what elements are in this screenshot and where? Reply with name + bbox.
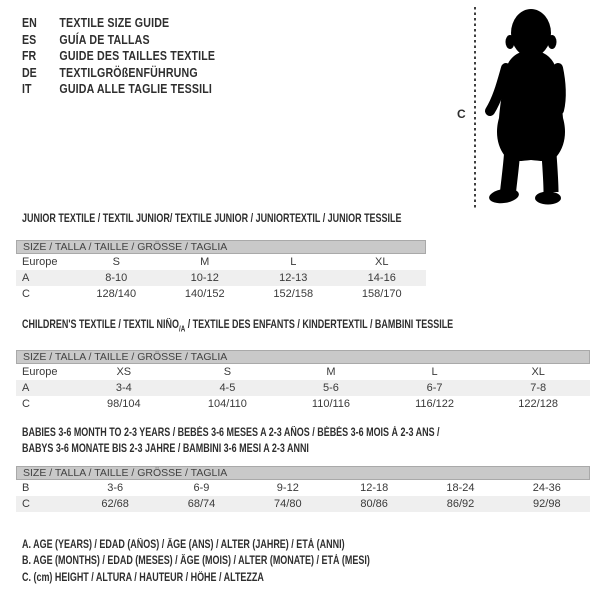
- table-cell: 9-12: [276, 482, 299, 494]
- section-title-babies-line2: BABYS 3-6 MONATE BIS 2-3 JAHRE / BAMBINI 3-6 MESI A 2-3 ANNI: [22, 443, 309, 455]
- footnotes: [22, 537, 468, 586]
- table-cell: 128/140: [96, 288, 137, 300]
- table-cell: 7-8: [530, 382, 547, 394]
- size-bar: SIZE / TALLA / TAILLE / GRÖSSE / TAGLIA: [16, 240, 426, 254]
- language-code: FR: [22, 49, 37, 63]
- title-subscript: /A: [178, 324, 186, 334]
- row-label: Europe: [22, 366, 58, 378]
- table-row: [16, 496, 590, 512]
- table-row: [16, 364, 590, 380]
- table-cell: 12-13: [279, 272, 308, 284]
- table-cell: 14-16: [367, 272, 396, 284]
- table-row: [16, 380, 590, 396]
- table-cell: 116/122: [415, 398, 455, 410]
- footnote-line: A. AGE (YEARS) / EDAD (AÑOS) / ÂGE (ANS) / ALTER (JAHRE) / ETÀ (ANNI): [22, 539, 345, 551]
- size-bar: SIZE / TALLA / TAILLE / GRÖSSE / TAGLIA: [16, 466, 590, 480]
- language-row: [22, 81, 215, 98]
- table-row: [16, 286, 426, 302]
- table-body: [16, 364, 590, 412]
- table-cell: 140/152: [184, 288, 225, 300]
- section-title-babies-line1: BABIES 3-6 MONTH TO 2-3 YEARS / BEBÉS 3-6 MESES A 2-3 AÑOS / BÉBÉS 3-6 MOIS À 2-3 ANS /: [22, 427, 440, 439]
- table-cell: 74/80: [274, 498, 302, 510]
- table-cell: L: [290, 256, 297, 268]
- table-cell: 158/170: [361, 288, 402, 300]
- table-cell: 4-5: [219, 382, 236, 394]
- table-cell: 8-10: [105, 272, 128, 284]
- row-label: A: [22, 272, 30, 284]
- baby-silhouette-icon: [479, 6, 583, 208]
- table-cell: S: [112, 256, 120, 268]
- table-cell: 62/68: [101, 498, 129, 510]
- language-code: IT: [22, 82, 32, 96]
- size-table-children: [16, 350, 590, 412]
- language-row: [22, 48, 215, 65]
- language-code: EN: [22, 16, 37, 30]
- table-cell: 3-4: [115, 382, 132, 394]
- table-cell: XL: [375, 256, 389, 268]
- footnote-line: B. AGE (MONTHS) / EDAD (MESES) / ÂGE (MOIS) / ALTER (MONATE) / ETÀ (MESI): [22, 555, 370, 568]
- language-row: [22, 15, 215, 32]
- table-cell: 68/74: [187, 498, 216, 510]
- table-cell: 6-9: [193, 482, 210, 494]
- language-row: [22, 65, 215, 82]
- size-table-babies: [16, 466, 590, 512]
- table-cell: M: [326, 366, 336, 378]
- table-cell: 122/128: [518, 398, 559, 410]
- language-label: TEXTILE SIZE GUIDE: [59, 16, 170, 30]
- table-row: [16, 396, 590, 412]
- language-row: [22, 32, 215, 49]
- language-code: DE: [22, 65, 37, 80]
- table-cell: 80/86: [360, 498, 388, 510]
- table-body: [16, 480, 590, 512]
- section-title-junior: JUNIOR TEXTILE / TEXTIL JUNIOR/ TEXTILE JUNIOR / JUNIORTEXTIL / JUNIOR TESSILE: [22, 213, 402, 225]
- title-text: / TEXTILE DES ENFANTS / KINDERTEXTIL / BAMBINI TESSILE: [185, 319, 454, 331]
- table-row: [16, 480, 590, 496]
- table-cell: L: [431, 366, 438, 378]
- size-bar: SIZE / TALLA / TAILLE / GRÖSSE / TAGLIA: [16, 350, 590, 364]
- row-label: C: [22, 398, 30, 410]
- table-cell: 18-24: [446, 482, 475, 494]
- measure-label-c: C: [457, 107, 466, 121]
- table-cell: 5-6: [323, 382, 339, 394]
- table-cell: 6-7: [426, 382, 443, 394]
- footnote-line: C. (cm) HEIGHT / ALTURA / HAUTEUR / HÖHE / ALTEZZA: [22, 571, 264, 584]
- table-cell: S: [223, 366, 232, 378]
- height-measure-dotted-line: [474, 7, 476, 208]
- table-cell: XL: [531, 366, 545, 378]
- table-cell: 110/116: [311, 398, 351, 410]
- table-cell: 12-18: [360, 482, 389, 494]
- language-label: GUÍA DE TALLAS: [59, 32, 150, 47]
- row-label: B: [22, 482, 30, 494]
- row-label: Europe: [22, 256, 58, 268]
- row-label: C: [22, 498, 30, 510]
- row-label: A: [22, 382, 30, 394]
- table-cell: 104/110: [207, 398, 247, 410]
- table-cell: 24-36: [532, 482, 561, 494]
- table-row: [16, 270, 426, 286]
- table-cell: 86/92: [446, 498, 475, 510]
- table-cell: 98/104: [106, 398, 141, 410]
- language-list: [22, 15, 249, 98]
- language-code: ES: [22, 32, 37, 47]
- table-cell: 10-12: [190, 272, 219, 284]
- language-label: TEXTILGRÖßENFÜHRUNG: [59, 65, 198, 80]
- table-cell: XS: [116, 366, 132, 378]
- table-body: [16, 254, 426, 302]
- title-text: CHILDREN'S TEXTILE / TEXTIL NIÑO: [22, 319, 179, 331]
- language-label: GUIDE DES TAILLES TEXTILE: [59, 49, 216, 63]
- table-cell: 92/98: [533, 498, 561, 510]
- table-cell: 3-6: [107, 482, 124, 494]
- language-label: GUIDA ALLE TAGLIE TESSILI: [59, 82, 213, 96]
- row-label: C: [22, 288, 30, 300]
- size-table-junior: [16, 240, 426, 302]
- table-row: [16, 254, 426, 270]
- table-cell: M: [200, 256, 210, 268]
- section-title-children: [22, 318, 453, 336]
- table-cell: 152/158: [273, 288, 314, 300]
